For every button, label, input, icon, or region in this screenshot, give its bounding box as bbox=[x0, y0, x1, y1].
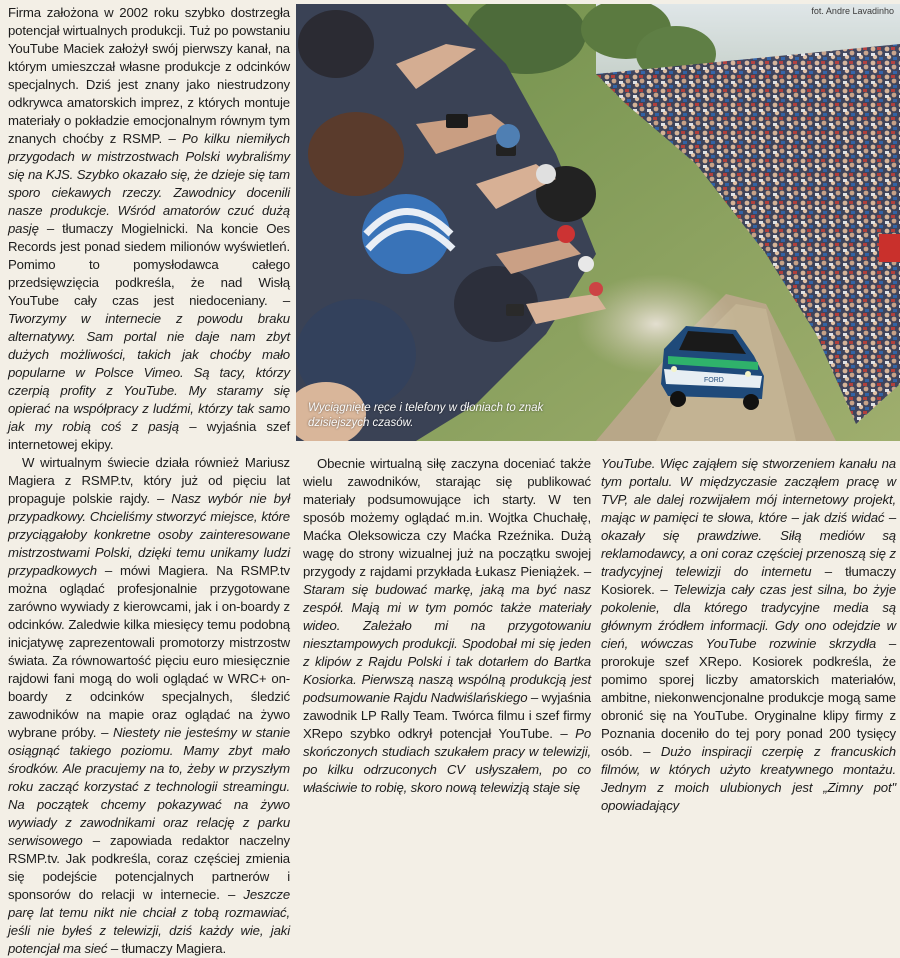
right-text-column bbox=[601, 455, 896, 815]
photo-caption: Wyciągnięte ręce i telefony w dłoniach to znak dzisiejszych czasów. bbox=[308, 402, 544, 429]
paragraph: YouTube. Więc zająłem się stworzeniem kanału na tym portalu. W międzyczasie zacząłem pracę w TVP, ale dalej rozwijałem mój internetowy projekt, mając w pamięci te słowa, które – jak dziś widać – okazały się prawdziwe. Siłą mediów są reklamodawcy, a oni coraz częściej przenoszą się z tradycyjnej telewizji do internetu – tłumaczy Kosiorek. – Telewizja cały czas jest silna, bo żyje pokolenie, dla którego tradycyjne media są głównym źródłem informacji. Gdy ono odejdzie w cień, wówczas YouTube rozwinie skrzydła – prorokuje szef XRepo. Kosiorek podkreśla, że pomimo sporej liczby amatorskich materiałów, ambitne, niekonwencjonalne produkcje mogą same obronić się na YouTube. Oryginalne klipy firmy z Poznania doceniło do tej pory ponad 200 tysięcy osób. – Dużo inspiracji czerpię z francuskich filmów, w których użyto kreatywnego montażu. Jednym z moich ulubionych jest „Zimny pot" opowiadający bbox=[601, 456, 897, 813]
paragraph: Firma założona w 2002 roku szybko dostrzegła potencjał wirtualnych produkcji. Tuż po powstaniu YouTube Maciek założył swój pierwszy kanał, na którym umieszczał własne produkcje z odcinków specjalnych. Dziś jest znany jako niestrudzony odkrywca amatorskich imprez, z których montuje materiały o pokładzie emocjonalnym równym tym znanych choćby z RSMP. – Po kilku niemiłych przygodach w mistrzostwach Polski wybraliśmy się na KJS. Szybko okazało się, że dzieje się tam sporo ciekawych rzeczy. Zawodnicy docenili nasze produkcje. Wśród amatorów czuć dużą pasję – tłumaczy Mogielnicki. Na koncie Oes Records jest ponad siedem milionów wyświetleń. Pomimo to pomysłodawca całego przedsięwzięcia podkreśla, że nad Wisłą YouTube cały czas jest niedoceniany. – Tworzymy w internecie z powodu braku alternatywy. Sam portal nie daje nam zbyt dużych możliwości, takich jak choćby mało popularne w Polsce Vimeo. Są tacy, którzy czerpią profity z YouTube. My staramy się opierać na współpracy z ludźmi, którzy tak samo jak my robią coś z pasją – wyjaśnia szef internetowej ekipy. bbox=[8, 5, 291, 452]
paragraph: W wirtualnym świecie działa również Mariusz Magiera z RSMP.tv, który już od pięciu lat propaguje polskie rajdy. – Nasz wybór nie był przypadkowy. Chcieliśmy stworzyć miejsce, które przyciągałoby konkretne osoby zainteresowane mistrzostwami Polski, dzięki temu unikamy ludzi przypadkowych – mówi Magiera. Na RSMP.tv można oglądać profesjonalnie przygotowane zarówno wywiady z kierowcami, jak i on-boardy z odcinków. Zaledwie kilka miesięcy temu podobną inicjatywę zaprezentowali promotorzy mistrzostw świata. Za równowartość pięciu euro miesięcznie rajdowi fani mogą do woli oglądać w WRC+ on-boardy z odcinków specjalnych, śledzić zawodników na mapie oraz oglądać na żywo wybrane próby. – Niestety nie jesteśmy w stanie osiągnąć takiego poziomu. Mamy zbyt mało środków. Ale pracujemy na to, żeby w przyszłym roku zacząć korzystać z technologii streamingu. Na początek chcemy pokazywać na żywo wywiady z zawodnikami oraz relację z parku serwisowego – zapowiada redaktor naczelny RSMP.tv. Jak podkreśla, coraz częściej zmienia się podejście potencjalnych partnerów i sponsorów do relacji w internecie. – Jeszcze parę lat temu nikt nie chciał z tobą rozmawiać, jeśli nie byłeś z telewizji, dziś każdy wie, jaki potencjał ma sieć – tłumaczy Magiera. bbox=[8, 455, 291, 956]
middle-text-column bbox=[303, 455, 591, 797]
left-text-column bbox=[8, 4, 290, 958]
rally-photo bbox=[296, 4, 900, 441]
photo-credit: fot. Andre Lavadinho bbox=[811, 6, 894, 16]
car-livery-text: FORD bbox=[704, 377, 724, 384]
rally-photo-illustration bbox=[296, 4, 900, 441]
paragraph: Obecnie wirtualną siłę zaczyna doceniać także wielu zawodników, starając się publikować materiały podsumowujące ich starty. W ten sposób możemy oglądać m.in. Wojtka Chuchałę, Maćka Oleksowicza czy Maćka Rzeźnika. Dużą wagę do strony wizualnej już na początku swojej przygody z rajdami przykłada Łukasz Pieniążek. – Staram się budować markę, jaką ma być nasz zespół. Mają mi w tym pomóc także materiały wideo. Zależało mi na przygotowaniu niesztampowych produkcji. Spodobał mi się jeden z klipów z Rajdu Polski i tak dotarłem do Bartka Kosiorka. Pierwszą naszą wspólną produkcją jest podsumowanie Rajdu Nadwiślańskiego – wyjaśnia zawodnik LP Rally Team. Twórca filmu i szef firmy XRepo szybko odkrył potencjał YouTube. – Po skończonych studiach szukałem pracy w telewizji, po kilku odrzuconych CV usłyszałem, po co właściwie to robię, skoro nową telewizją staje się bbox=[303, 456, 592, 795]
